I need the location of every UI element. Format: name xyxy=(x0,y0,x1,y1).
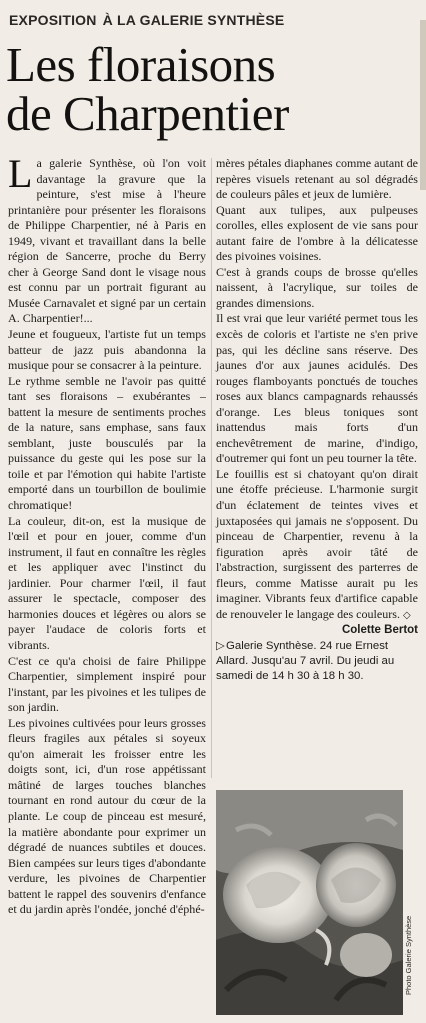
paragraph: C'est ce qu'a choisi de faire Philippe Charpentier, simplement inspiré pour l'instant, par les pivoines et les tulipes de son jardin. xyxy=(8,653,206,715)
paragraph: La couleur, dit-on, est la musique de l'œil et pour en jouer, comme d'un instrument, il faut en connaître les règles et les appliquer avec l'instinct du jardinier. Pour charmer l'œil, il faut assurer le spectacle, composer des harmonies douces et légères ou alors se payer l'audace de coloris forts et vibrants. xyxy=(8,513,206,652)
paragraph: Jeune et fougueux, l'artiste fut un temps batteur de jazz puis abandonna la musique pour se consacrer à la peinture. xyxy=(8,327,206,373)
peony-painting-image xyxy=(216,790,403,1015)
article-column-1 xyxy=(8,156,206,1016)
section-kicker xyxy=(9,12,284,28)
article-column-2 xyxy=(216,156,418,684)
painting-photo xyxy=(216,790,403,1015)
triangle-marker-icon: ▷ xyxy=(216,639,225,652)
paragraph: mères pétales diaphanes comme autant de repères visuels retenant au sol dégradés de couleurs pâles et jeux de lumière. xyxy=(216,156,418,202)
kicker-exposition: EXPOSITION xyxy=(9,12,97,28)
adjacent-column-edge xyxy=(420,20,426,190)
paragraph: La galerie Synthèse, où l'on voit davantage la gravure que la peinture, s'est mise à l'heure printanière pour présenter les floraisons de Philippe Charpentier, né à Paris en 1949, vivant et travaillant dans la belle région de Sancerre, proche du Berry cher à George Sand dont le visage nous est connu par un portrait figurant au Musée Carnavalet et signé par un certain A. Charpentier!... xyxy=(8,156,206,326)
end-mark-icon: ◇ xyxy=(402,609,411,621)
photo-credit: Photo Galerie Synthèse xyxy=(404,915,413,995)
column-rule xyxy=(211,158,212,778)
paragraph: Le rythme semble ne l'avoir pas quitté tant ses floraisons – exubérantes – battent la mesure de sentiments proches de la nature, sans emphase, sans faux semblant, juste bousculés par la puissance du geste qui les pose sur la toile et par l'émotion qui habite l'artiste emporté dans un tourbillon de boulimie chromatique! xyxy=(8,373,206,513)
paragraph: Il est vrai que leur variété permet tous les excès de coloris et l'artiste ne s'en prive pas, qui les décline sans réserve. Des jaunes d'or aux jaunes acidulés. Des rouges flamboyants ponctués de touches roses aux blancs campagnards rehaussés d'orange. Les bleus toniques sont inattendus mais forts d'un enchevêtrement de marine, d'indigo, d'outremer qui font un peu tourner la tête. xyxy=(216,311,418,466)
drop-cap: L xyxy=(8,156,33,196)
headline-line-2: de Charpentier xyxy=(6,86,289,141)
article-headline xyxy=(6,37,416,141)
paragraph: Le fouillis est si chatoyant qu'on dirait une étoffe précieuse. L'harmonie surgit d'un éclatement de teintes vives et juxtaposées qui jamais ne s'opposent. Du pinceau de Charpentier, revenu à la figuration après avoir tâté de l'abstraction, surgissent des parterres de fleurs, comme Matisse aurait pu les imaginer. Vibrants feux d'artifice capable de renouveler le langage des couleurs. ◇ xyxy=(216,466,418,621)
paragraph: C'est à grands coups de brosse qu'elles naissent, à l'acrylique, sur toiles de grandes dimensions. xyxy=(216,264,418,310)
author-byline: Colette Bertot xyxy=(341,624,418,637)
paragraph: Les pivoines cultivées pour leurs grosses fleurs fragiles aux pétales si soyeux qu'on aimerait les froisser entre les doigts sont, ici, d'un rose appétissant mâtiné de larges touches blanches tournant en rond autour du cœur de la plante. Le coup de pinceau est mesuré, la matière abondante pour exprimer un dégradé de nuances subtiles et douces. Bien campées sur leurs tiges d'abondante verdure, les pivoines de Charpentier battent le rappel des souvenirs d'enfance et du jardin après l'ondée, jonché d'éphé- xyxy=(8,715,206,917)
paragraph: Quant aux tulipes, aux pulpeuses corolles, elles explosent de vie sans pour autant faire de l'ombre à la délicatesse des pivoines voisines. xyxy=(216,202,418,264)
headline-line-1: Les floraisons xyxy=(6,37,276,92)
exhibition-info: ▷Galerie Synthèse. 24 rue Ernest Allard. Jusqu'au 7 avril. Du jeudi au samedi de 14 h 30 à 18 h 30. xyxy=(216,639,395,682)
kicker-gallery: À LA GALERIE SYNTHÈSE xyxy=(102,12,285,28)
